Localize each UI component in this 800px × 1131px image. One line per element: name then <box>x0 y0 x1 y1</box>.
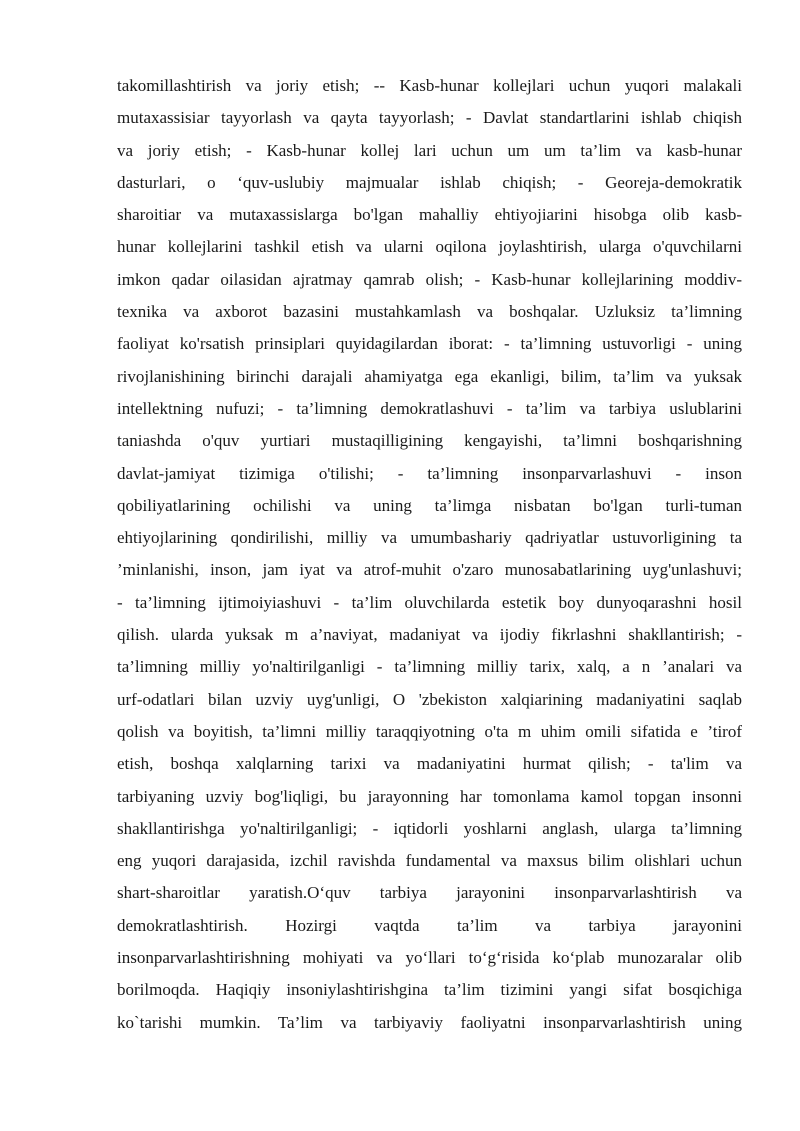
text-line: imkon qadar oilasidan ajratmay qamrab olish; - Kasb-hunar kollejlarining moddiv- <box>117 269 742 289</box>
text-line: qilish. ularda yuksak m a’naviyat, madaniyat va ijodiy fikrlashni shakllantirish; - <box>117 625 742 645</box>
text-line: - ta’limning ijtimoiyiashuvi - ta’lim oluvchilarda estetik boy dunyoqarashni hosil <box>117 592 742 612</box>
text-line: demokratlashtirish. Hozirgi vaqtda ta’lim va tarbiya jarayonini <box>117 915 742 935</box>
text-line: borilmoqda. Haqiqiy insoniylashtirishgina ta’lim tizimini yangi sifat bosqichiga <box>117 980 742 1000</box>
text-line: qolish va boyitish, ta’limni milliy taraqqiyotning o'ta m uhim omili sifatida e ’tirof <box>117 721 742 741</box>
text-line: intellektning nufuzi; - ta’limning demokratlashuvi - ta’lim va tarbiya uslublarini <box>117 398 742 418</box>
text-line: faoliyat ko'rsatish prinsiplari quyidagilardan iborat: - ta’limning ustuvorligi - uning <box>117 334 742 354</box>
document-body <box>117 70 742 1039</box>
text-line: va joriy etish; - Kasb-hunar kollej lari uchun um um ta’lim va kasb-hunar <box>117 140 742 160</box>
text-line: takomillashtirish va joriy etish; -- Kasb-hunar kollejlari uchun yuqori malakali <box>117 76 742 95</box>
text-line: qobiliyatlarining ochilishi va uning ta’limga nisbatan bo'lgan turli-tuman <box>117 495 742 515</box>
text-line: rivojlanishining birinchi darajali ahamiyatga ega ekanligi, bilim, ta’lim va yuksak <box>117 366 742 386</box>
text-line: ’minlanishi, inson, jam iyat va atrof-muhit o'zaro munosabatlarining uyg'unlashuvi; <box>117 560 742 580</box>
text-line: ko`tarishi mumkin. Ta’lim va tarbiyaviy faoliyatni insonparvarlashtirish uning <box>117 1012 742 1032</box>
text-line: eng yuqori darajasida, izchil ravishda fundamental va maxsus bilim olishlari uchun <box>117 851 742 871</box>
text-line: texnika va axborot bazasini mustahkamlash va boshqalar. Uzluksiz ta’limning <box>117 302 742 322</box>
text-line: shakllantirishga yo'naltirilganligi; - iqtidorli yoshlarni anglash, ularga ta’limning <box>117 818 742 838</box>
text-line: sharoitiar va mutaxassislarga bo'lgan mahalliy ehtiyojiarini hisobga olib kasb- <box>117 205 742 225</box>
text-line: tarbiyaning uzviy bog'liqligi, bu jarayonning har tomonlama kamol topgan insonni <box>117 786 742 806</box>
text-line: shart-sharoitlar yaratish.O‘quv tarbiya jarayonini insonparvarlashtirish va <box>117 883 742 903</box>
text-line: urf-odatlari bilan uzviy uyg'unligi, O 'zbekiston xalqiarining madaniyatini saqlab <box>117 689 742 709</box>
text-line: hunar kollejlarini tashkil etish va ularni oqilona joylashtirish, ularga o'quvchilarni <box>117 237 742 257</box>
text-line: ta’limning milliy yo'naltirilganligi - ta’limning milliy tarix, xalq, a n ’analari va <box>117 657 742 677</box>
text-line: insonparvarlashtirishning mohiyati va yo‘llari to‘g‘risida ko‘plab munozaralar olib <box>117 948 742 968</box>
text-line: ehtiyojlarining qondirilishi, milliy va umumbashariy qadriyatlar ustuvorligining ta <box>117 528 742 548</box>
text-line: davlat-jamiyat tizimiga o'tilishi; - ta’limning insonparvarlashuvi - inson <box>117 463 742 483</box>
text-line: etish, boshqa xalqlarning tarixi va madaniyatini hurmat qilish; - ta'lim va <box>117 754 742 774</box>
text-line: mutaxassisiar tayyorlash va qayta tayyorlash; - Davlat standartlarini ishlab chiqish <box>117 108 742 128</box>
text-line: dasturlari, o ‘quv-uslubiy majmualar ishlab chiqish; - Georeja-demokratik <box>117 172 742 192</box>
text-line: taniashda o'quv yurtiari mustaqilligining kengayishi, ta’limni boshqarishning <box>117 431 742 451</box>
